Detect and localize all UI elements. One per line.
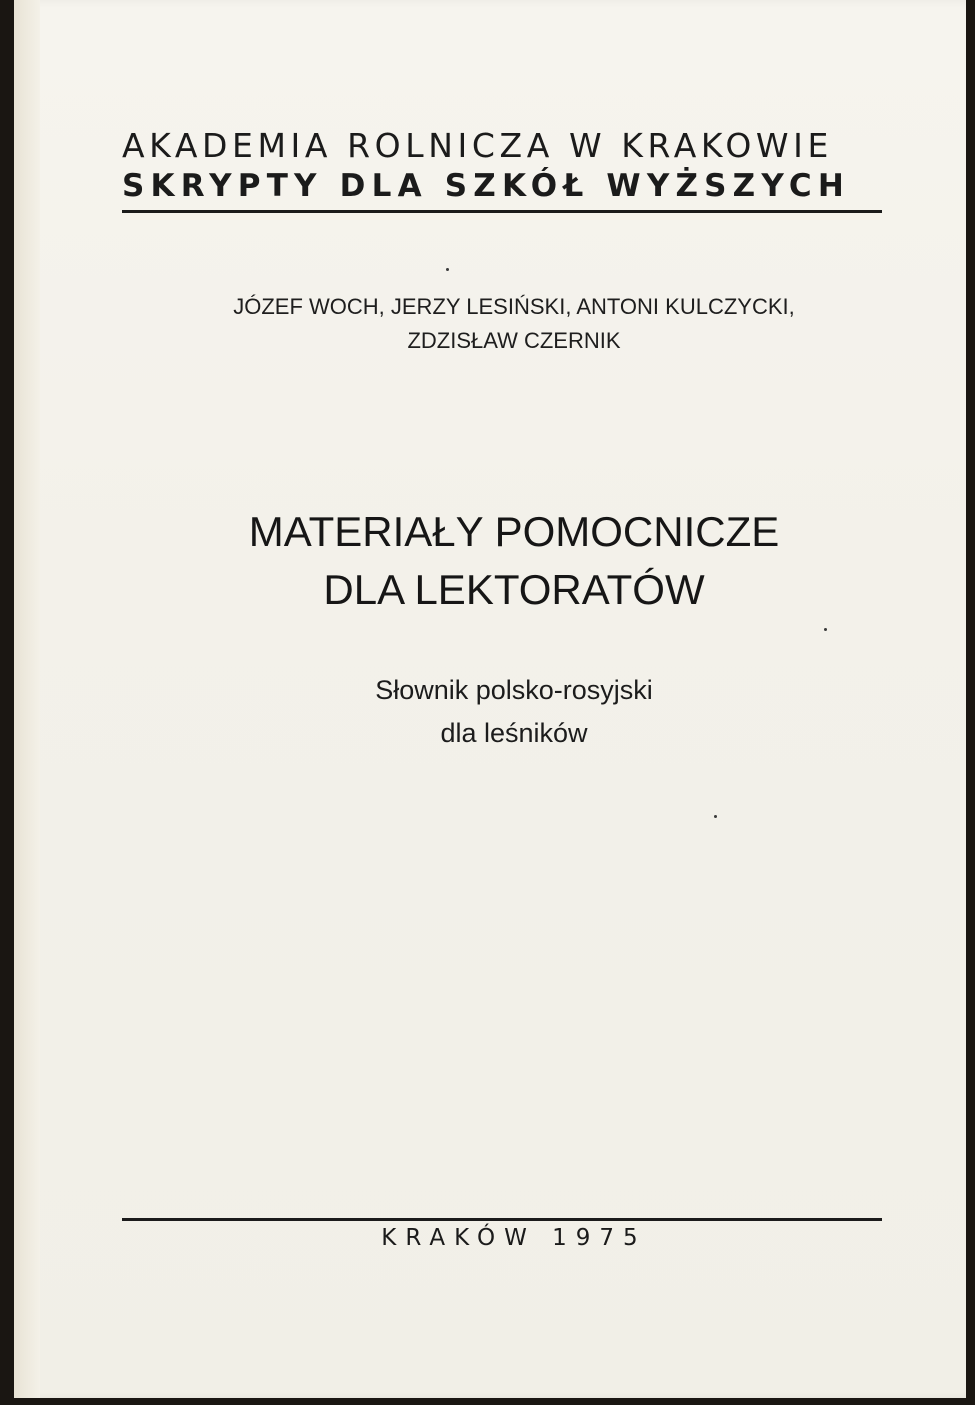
book-cover: [14, 0, 966, 1398]
authors-line-2: ZDZISŁAW CZERNIK: [407, 328, 621, 353]
institution-name: AKADEMIA ROLNICZA W KRAKOWIE: [122, 126, 833, 165]
authors-line-1: JÓZEF WOCH, JERZY LESIŃSKI, ANTONI KULCZYCKI,: [233, 294, 795, 319]
series-name: SKRYPTY DLA SZKÓŁ WYŻSZYCH: [122, 168, 850, 204]
book-title: [64, 503, 964, 619]
title-line-1: MATERIAŁY POMOCNICZE: [248, 508, 780, 555]
paper-speck: [714, 815, 717, 818]
imprint-place-year: KRAKÓW 1975: [381, 1225, 647, 1251]
title-line-2: DLA LEKTORATÓW: [323, 566, 705, 613]
paper-speck: [446, 268, 449, 271]
paper-speck: [824, 628, 827, 631]
subtitle-line-2: dla leśników: [440, 718, 588, 748]
subtitle-line-1: Słownik polsko-rosyjski: [375, 675, 653, 705]
cover-spine-edge: [14, 0, 40, 1398]
authors-block: [114, 290, 914, 358]
book-subtitle: [114, 669, 914, 755]
header-divider: [122, 210, 882, 213]
institution-header: [122, 126, 888, 206]
footer-divider: [122, 1218, 882, 1221]
